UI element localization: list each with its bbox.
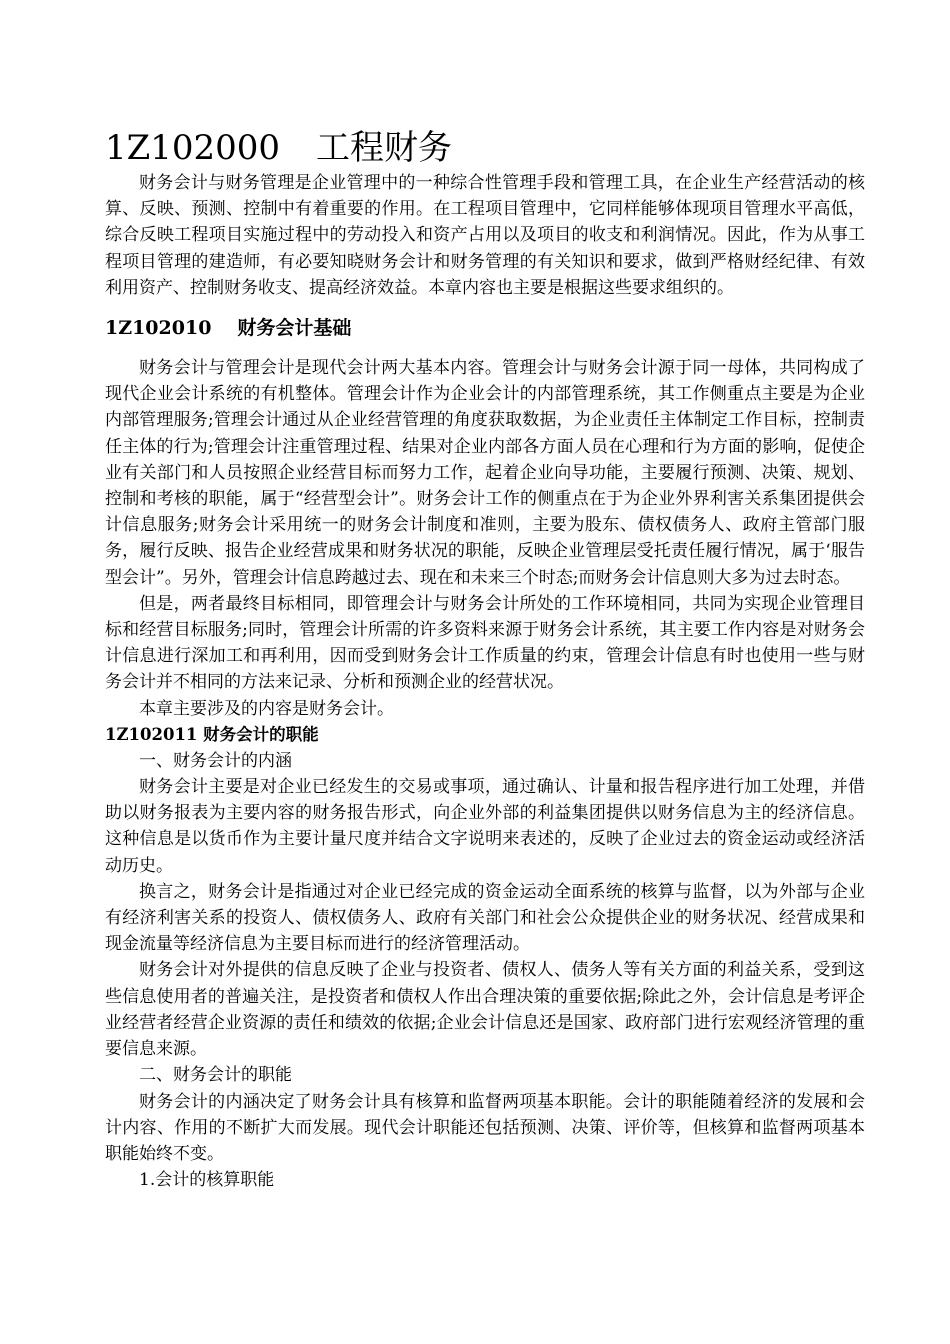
section-paragraph: 本章主要涉及的内容是财务会计。: [139, 698, 394, 719]
section-number: 1Z102010: [105, 317, 212, 340]
part1-paragraph: 财务会计对外提供的信息反映了企业与投资者、债权人、债务人等有关方面的利益关系，受到这些信息使用者的普遍关注，是投资者和债权人作出合理决策的重要依据;除此之外，会计信息是考评企业经营者经营企业资源的责任和绩效的依据;企业会计信息还是国家、政府部门进行宏观经济管理的重要信息来源。: [105, 960, 865, 1060]
chapter-heading: [105, 128, 865, 168]
chapter-intro-paragraph: 财务会计与财务管理是企业管理中的一种综合性管理手段和管理工具，在企业生产经营活动的核算、反映、预测、控制中有着重要的作用。在工程项目管理中，它同样能够体现项目管理水平高低，综合反映工程项目实施过程中的劳动投入和资产占用以及项目的收支和利润情况。因此，作为从事工程项目管理的建造师，有必要知晓财务会计和财务管理的有关知识和要求，做到严格财经纪律、有效利用资产、控制财务收支、提高经济效益。本章内容也主要是根据这些要求组织的。: [105, 173, 865, 298]
item1-heading: 1.会计的核算职能: [139, 1170, 275, 1191]
chapter-title: 工程财务: [316, 128, 453, 168]
subsection-heading: 1Z102011 财务会计的职能: [105, 724, 319, 744]
part1-paragraph: 财务会计主要是对企业已经发生的交易或事项，通过确认、计量和报告程序进行加工处理，并借助以财务报表为主要内容的财务报告形式，向企业外部的利益集团提供以财务信息为主的经济信息。这种信息是以货币作为主要计量尺度并结合文字说明来表述的，反映了企业过去的资金运动或经济活动历史。: [105, 777, 865, 876]
section-paragraph: 但是，两者最终目标相同，即管理会计与财务会计所处的工作环境相同，共同为实现企业管理目标和经营目标服务;同时，管理会计所需的许多资料来源于财务会计系统，其主要工作内容是对财务会计信息进行深加工和再利用，因而受到财务会计工作质量的约束，管理会计信息有时也使用一些与财务会计并不相同的方法来记录、分析和预测企业的经营状况。: [105, 593, 865, 693]
part1-paragraph: 换言之，财务会计是指通过对企业已经完成的资金运动全面系统的核算与监督，以为外部与企业有经济利害关系的投资人、债权债务人、政府有关部门和社会公众提供企业的财务状况、经营成果和现金流量等经济信息为主要目标而进行的经济管理活动。: [105, 881, 865, 955]
section-paragraph: 财务会计与管理会计是现代会计两大基本内容。管理会计与财务会计源于同一母体，共同构成了现代企业会计系统的有机整体。管理会计作为企业会计的内部管理系统，其工作侧重点主要是为企业内部管理服务;管理会计通过从企业经营管理的角度获取数据，为企业责任主体制定工作目标，控制责任主体的行为;管理会计注重管理过程、结果对企业内部各方面人员在心理和行为方面的影响，促使企业有关部门和人员按照企业经营目标而努力工作，起着企业向导功能，主要履行预测、决策、规划、控制和考核的职能，属于“经营型会计”。财务会计工作的侧重点在于为企业外界利害关系集团提供会计信息服务;财务会计采用统一的财务会计制度和准则，主要为股东、债权债务人、政府主管部门服务，履行反映、报告企业经营成果和财务状况的职能，反映企业管理层受托责任履行情况，属于‘服告型会计”。另外，管理会计信息跨越过去、现在和未来三个时态;而财务会计信息则大多为过去时态。: [105, 358, 865, 588]
part1-heading: 一、财务会计的内涵: [139, 750, 292, 771]
part2-heading: 二、财务会计的职能: [139, 1065, 292, 1086]
part2-paragraph: 财务会计的内涵决定了财务会计具有核算和监督两项基本职能。会计的职能随着经济的发展和会计内容、作用的不断扩大而发展。现代会计职能还包括预测、决策、评价等，但核算和监督两项基本职能始终不变。: [105, 1091, 865, 1164]
section-heading: [105, 315, 865, 341]
chapter-number: 1Z102000: [105, 128, 281, 168]
document-page: [105, 128, 865, 1193]
section-title: 财务会计基础: [237, 317, 352, 340]
